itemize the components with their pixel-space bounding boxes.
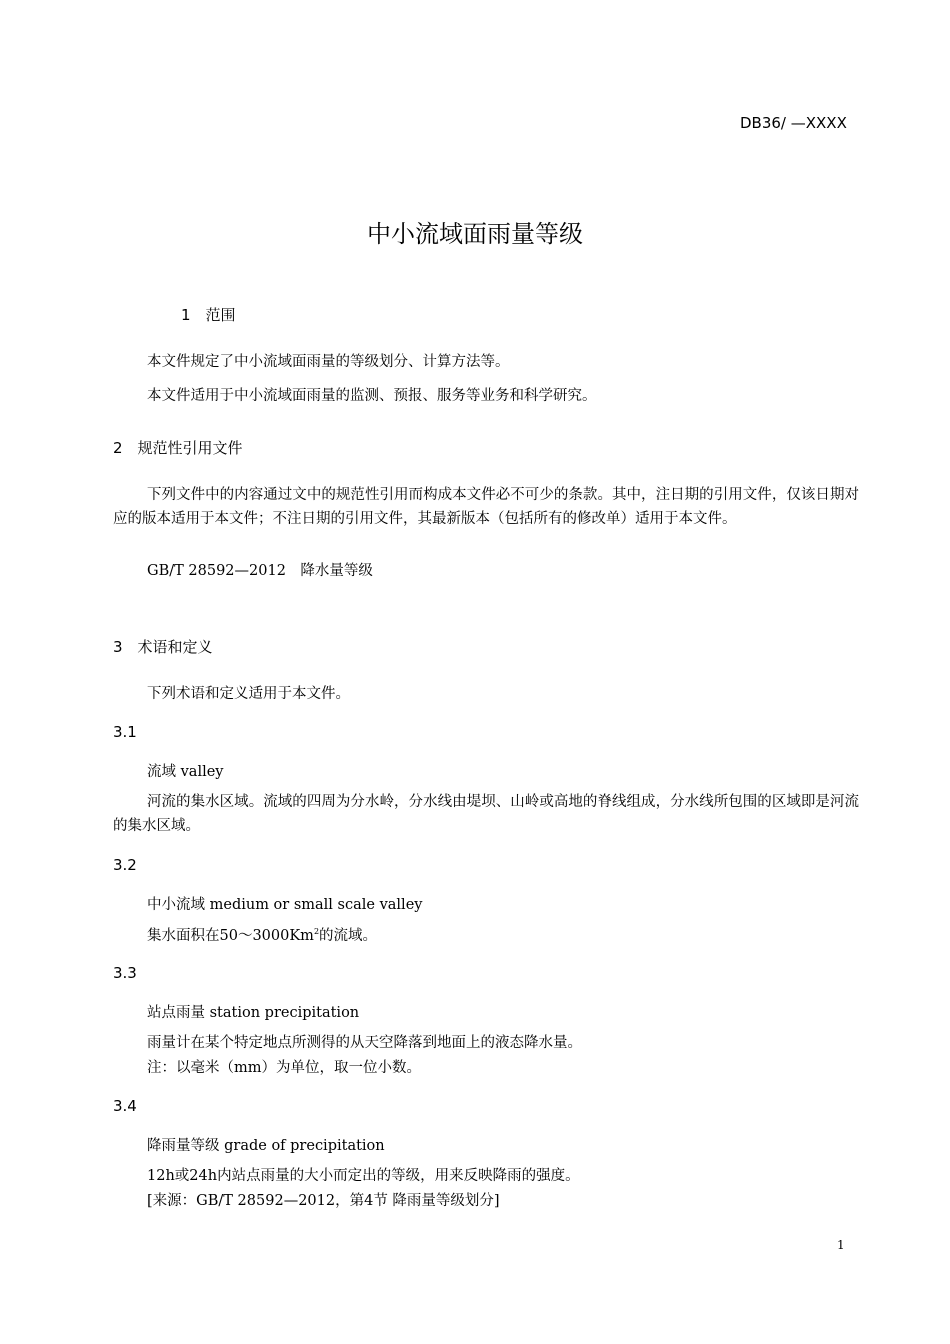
term-3-4-source: [来源：GB/T 28592—2012，第4节 降雨量等级划分] — [147, 1193, 500, 1209]
term-3-1-name: 流域 valley — [147, 764, 224, 780]
section-3-intro: 下列术语和定义适用于本文件。 — [147, 686, 350, 702]
term-3-1-definition: 河流的集水区域。流域的四周为分水岭，分水线由堤坝、山岭或高地的脊线组成，分水线所包围的区域即是河流的集水区域。 — [113, 794, 859, 834]
superscript-2: 2 — [313, 927, 320, 937]
term-3-2-definition-main: 集水面积在50～3000Km — [147, 928, 314, 944]
page-number: 1 — [837, 1238, 845, 1252]
term-3-3-name: 站点雨量 station precipitation — [147, 1005, 360, 1021]
section-2-paragraph: 下列文件中的内容通过文中的规范性引用而构成本文件必不可少的条款。其中，注日期的引用文件，仅该日期对应的版本适用于本文件；不注日期的引用文件，其最新版本（包括所有的修改单）适用于本文件。 — [113, 487, 859, 527]
term-3-3-definition: 雨量计在某个特定地点所测得的从天空降落到地面上的液态降水量。 — [147, 1035, 582, 1051]
section-3-heading: 3 术语和定义 — [113, 638, 213, 656]
section-1-heading: 1 范围 — [181, 306, 236, 324]
section-1-paragraph-2: 本文件适用于中小流域面雨量的监测、预报、服务等业务和科学研究。 — [147, 388, 597, 404]
term-3-1-number: 3.1 — [113, 723, 137, 741]
normative-reference: GB/T 28592—2012 降水量等级 — [147, 563, 373, 579]
term-3-4-number: 3.4 — [113, 1097, 137, 1115]
term-3-4-name: 降雨量等级 grade of precipitation — [147, 1138, 385, 1154]
term-3-2-definition — [147, 924, 377, 948]
term-3-2-name: 中小流域 medium or small scale valley — [147, 897, 423, 913]
term-3-4-definition: 12h或24h内站点雨量的大小而定出的等级，用来反映降雨的强度。 — [147, 1168, 580, 1184]
term-3-2-definition-tail: 的流域。 — [319, 928, 378, 944]
term-3-3-number: 3.3 — [113, 964, 137, 982]
section-1-paragraph-1: 本文件规定了中小流域面雨量的等级划分、计算方法等。 — [147, 354, 510, 370]
document-code: DB36/ —XXXX — [740, 114, 847, 132]
page-title: 中小流域面雨量等级 — [367, 220, 583, 248]
term-3-2-number: 3.2 — [113, 856, 137, 874]
section-2-heading: 2 规范性引用文件 — [113, 439, 243, 457]
term-3-3-note: 注：以毫米（mm）为单位，取一位小数。 — [147, 1060, 421, 1076]
